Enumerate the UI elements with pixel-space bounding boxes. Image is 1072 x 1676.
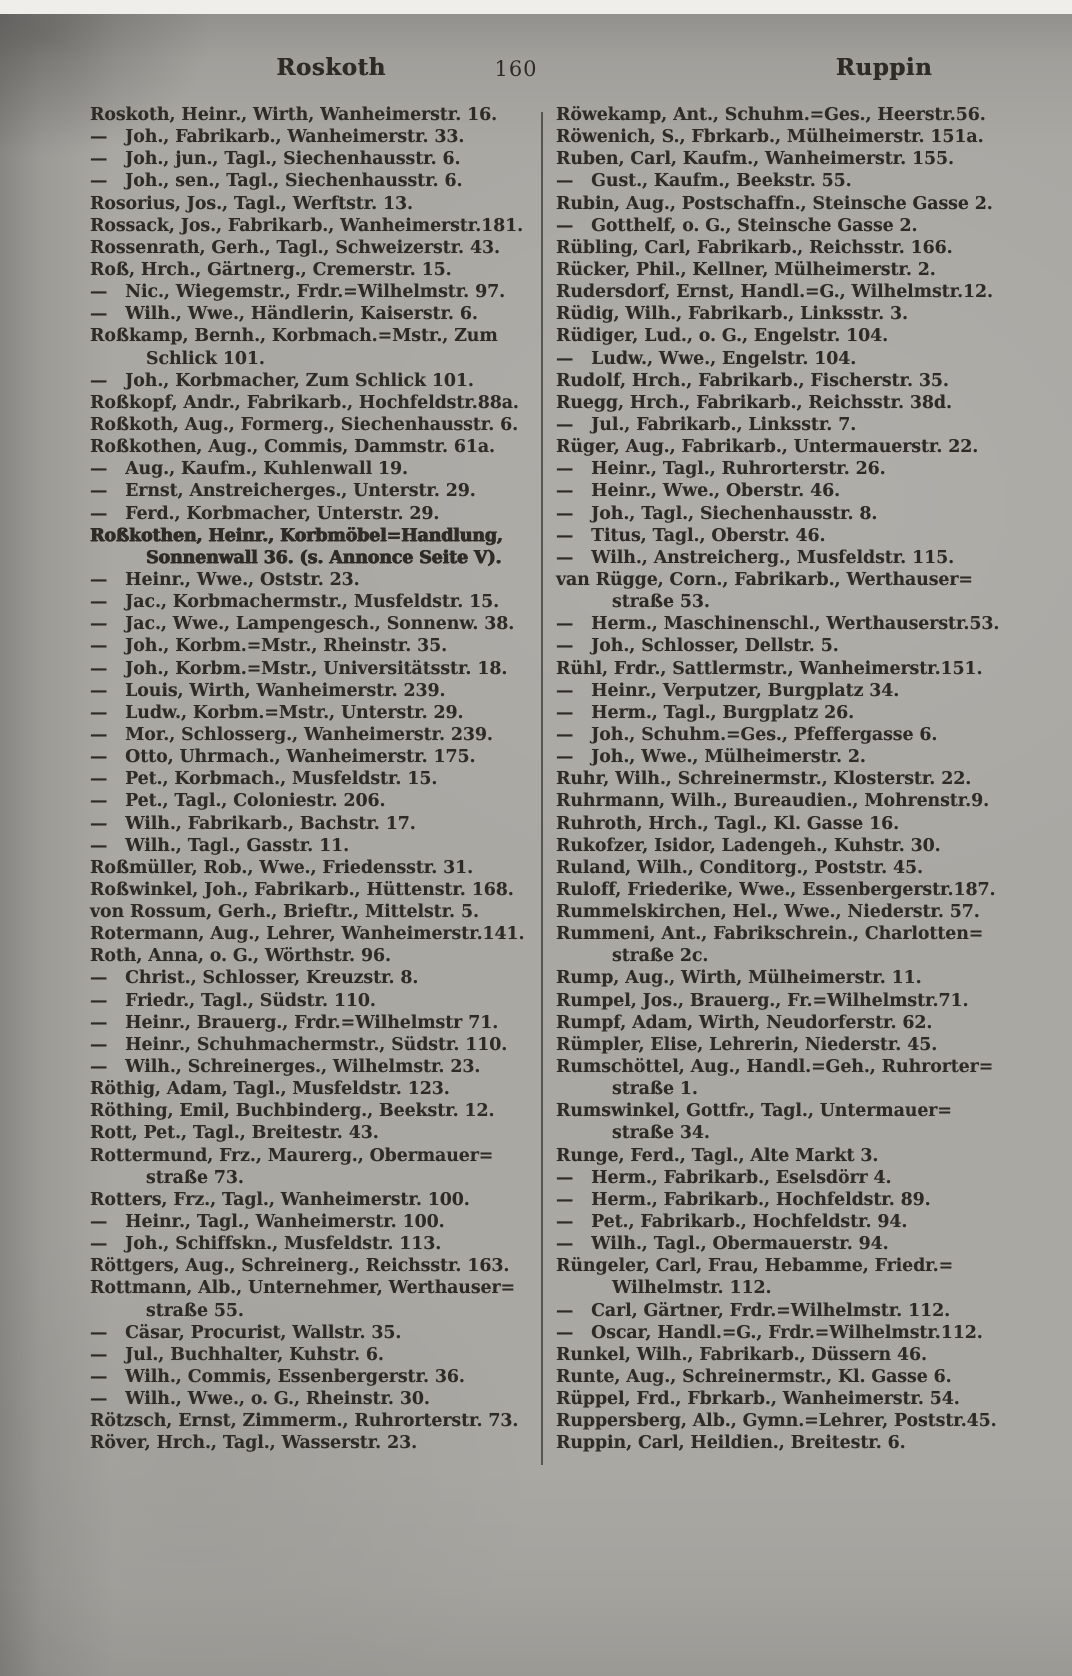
directory-entry: — Friedr., Tagl., Südstr. 110. — [90, 990, 376, 1011]
directory-entry: Rücker, Phil., Kellner, Mülheimerstr. 2. — [556, 259, 936, 280]
directory-entry: Rübling, Carl, Fabrikarb., Reichsstr. 166. — [556, 237, 953, 258]
column-divider — [541, 112, 543, 1465]
directory-entry: — Ferd., Korbmacher, Unterstr. 29. — [90, 503, 440, 524]
directory-entry-continuation: straße 55. — [146, 1300, 244, 1321]
directory-entry: — Wilh., Wwe., o. G., Rheinstr. 30. — [90, 1389, 430, 1410]
directory-entry: — Heinr., Schuhmachermstr., Südstr. 110. — [90, 1034, 508, 1055]
directory-entry: — Joh., Schlosser, Dellstr. 5. — [556, 636, 839, 657]
directory-entry: Rubin, Aug., Postschaffn., Steinsche Gasse 2. — [556, 193, 993, 214]
directory-entry: Rosorius, Jos., Tagl., Werftstr. 13. — [90, 193, 414, 214]
directory-entry: — Jul., Fabrikarb., Linksstr. 7. — [556, 414, 857, 435]
directory-entry: von Rossum, Gerh., Brieftr., Mittelstr. 5. — [90, 902, 479, 923]
directory-entry: — Gust., Kaufm., Beekstr. 55. — [556, 171, 852, 192]
directory-entry: — Ernst, Anstreicherges., Unterstr. 29. — [90, 481, 476, 502]
header-keyword-right: Ruppin — [835, 54, 933, 81]
directory-entry: Roßkamp, Bernh., Korbmach.=Mstr., Zum — [90, 326, 498, 347]
directory-entry: — Wilh., Fabrikarb., Bachstr. 17. — [90, 813, 416, 834]
directory-entry: — Ludw., Wwe., Engelstr. 104. — [556, 348, 857, 369]
directory-entry: Rotermann, Aug., Lehrer, Wanheimerstr.141. — [90, 924, 525, 945]
directory-entry: Ruhroth, Hrch., Tagl., Kl. Gasse 16. — [556, 813, 900, 834]
directory-entry: Ruppin, Carl, Heildien., Breitestr. 6. — [556, 1433, 906, 1454]
directory-entry: Röver, Hrch., Tagl., Wasserstr. 23. — [90, 1433, 418, 1454]
directory-entry: — Wilh., Wwe., Händlerin, Kaiserstr. 6. — [90, 304, 478, 325]
directory-entry: Roßkopf, Andr., Fabrikarb., Hochfeldstr.88a. — [90, 392, 519, 413]
directory-entry: Roß, Hrch., Gärtnerg., Cremerstr. 15. — [90, 259, 452, 280]
directory-entry: Rüger, Aug., Fabrikarb., Untermauerstr. 22. — [556, 437, 979, 458]
directory-entry: — Joh., Schiffskn., Musfeldstr. 113. — [90, 1234, 442, 1255]
directory-entry: — Wilh., Tagl., Gasstr. 11. — [90, 835, 350, 856]
directory-entry: Rüdiger, Lud., o. G., Engelstr. 104. — [556, 326, 889, 347]
directory-entry: Rummeni, Ant., Fabrikschrein., Charlotten= — [556, 924, 984, 945]
directory-entry: — Pet., Korbmach., Musfeldstr. 15. — [90, 769, 438, 790]
directory-entry: Rüngeler, Carl, Frau, Hebamme, Friedr.= — [556, 1256, 954, 1277]
directory-entry-continuation: straße 2c. — [612, 946, 709, 967]
directory-entry: Ruben, Carl, Kaufm., Wanheimerstr. 155. — [556, 149, 954, 170]
directory-entry: Röthig, Adam, Tagl., Musfeldstr. 123. — [90, 1079, 450, 1100]
directory-entry: Rühl, Frdr., Sattlermstr., Wanheimerstr.151. — [556, 658, 983, 679]
directory-entry: Rottermund, Frz., Maurerg., Obermauer= — [90, 1145, 494, 1166]
directory-entry: — Ludw., Korbm.=Mstr., Unterstr. 29. — [90, 702, 464, 723]
directory-entry: Rummelskirchen, Hel., Wwe., Niederstr. 57. — [556, 902, 980, 923]
directory-entry: Rumswinkel, Gottfr., Tagl., Untermauer= — [556, 1101, 952, 1122]
directory-entry: Rossenrath, Gerh., Tagl., Schweizerstr. 43. — [90, 237, 500, 258]
directory-entry: Röttgers, Aug., Schreinerg., Reichsstr. 163. — [90, 1256, 510, 1277]
directory-entry: — Otto, Uhrmach., Wanheimerstr. 175. — [90, 747, 476, 768]
directory-entry: Rotters, Frz., Tagl., Wanheimerstr. 100. — [90, 1189, 470, 1210]
directory-entry: Runkel, Wilh., Fabrikarb., Düssern 46. — [556, 1344, 927, 1365]
directory-entry: Roßmüller, Rob., Wwe., Friedensstr. 31. — [90, 857, 474, 878]
directory-entry: — Heinr., Tagl., Ruhrorterstr. 26. — [556, 459, 886, 480]
directory-entry: Rossack, Jos., Fabrikarb., Wanheimerstr.181. — [90, 215, 524, 236]
directory-column-left — [90, 104, 538, 1455]
directory-entry-continuation: straße 53. — [612, 592, 710, 613]
directory-entry: Rötzsch, Ernst, Zimmerm., Ruhrorterstr. 73. — [90, 1411, 519, 1432]
directory-entry: — Christ., Schlosser, Kreuzstr. 8. — [90, 968, 419, 989]
directory-entry: Röwekamp, Ant., Schuhm.=Ges., Heerstr.56. — [556, 105, 986, 125]
directory-entry: Runge, Ferd., Tagl., Alte Markt 3. — [556, 1145, 879, 1166]
directory-entry: — Wilh., Schreinerges., Wilhelmstr. 23. — [90, 1057, 481, 1078]
directory-entry: Rudersdorf, Ernst, Handl.=G., Wilhelmstr.12. — [556, 282, 993, 303]
directory-entry: — Aug., Kaufm., Kuhlenwall 19. — [90, 459, 408, 480]
directory-entry: Rukofzer, Isidor, Ladengeh., Kuhstr. 30. — [556, 835, 941, 856]
directory-entry: Roßkoth, Aug., Formerg., Siechenhausstr. 6. — [90, 414, 519, 435]
directory-entry: Ruegg, Hrch., Fabrikarb., Reichsstr. 38d. — [556, 392, 952, 413]
directory-entry: — Joh., jun., Tagl., Siechenhausstr. 6. — [90, 149, 461, 170]
directory-entry: Runte, Aug., Schreinermstr., Kl. Gasse 6. — [556, 1367, 952, 1388]
directory-entry-continuation: Schlick 101. — [146, 348, 265, 369]
directory-entry: — Herm., Fabrikarb., Hochfeldstr. 89. — [556, 1189, 931, 1210]
directory-entry-continuation: straße 1. — [612, 1079, 698, 1100]
directory-entry: Rudolf, Hrch., Fabrikarb., Fischerstr. 35. — [556, 370, 949, 391]
directory-entry: — Joh., Korbm.=Mstr., Rheinstr. 35. — [90, 636, 448, 657]
directory-entry: — Pet., Tagl., Coloniestr. 206. — [90, 791, 386, 812]
directory-entry: — Joh., Fabrikarb., Wanheimerstr. 33. — [90, 127, 465, 148]
directory-entry: Röwenich, S., Fbrkarb., Mülheimerstr. 151a. — [556, 127, 984, 148]
directory-entry: Rumpf, Adam, Wirth, Neudorferstr. 62. — [556, 1012, 933, 1033]
directory-entry: — Jac., Wwe., Lampengesch., Sonnenw. 38. — [90, 614, 515, 635]
directory-entry: — Joh., Schuhm.=Ges., Pfeffergasse 6. — [556, 724, 938, 745]
directory-entry: Rump, Aug., Wirth, Mülheimerstr. 11. — [556, 968, 922, 989]
directory-entry: Röthing, Emil, Buchbinderg., Beekstr. 12. — [90, 1101, 495, 1122]
directory-entry: — Mor., Schlosserg., Wanheimerstr. 239. — [90, 724, 493, 745]
directory-entry: — Wilh., Tagl., Obermauerstr. 94. — [556, 1234, 889, 1255]
directory-entry-continuation: straße 73. — [146, 1167, 244, 1188]
directory-entry: — Louis, Wirth, Wanheimerstr. 239. — [90, 680, 446, 701]
directory-entry: Ruppersberg, Alb., Gymn.=Lehrer, Poststr.45. — [556, 1411, 997, 1432]
directory-entry: — Joh., Korbmacher, Zum Schlick 101. — [90, 370, 474, 391]
header-keyword-left: Roskoth — [276, 54, 386, 81]
directory-entry: — Nic., Wiegemstr., Frdr.=Wilhelmstr. 97. — [90, 282, 506, 303]
directory-entry: Ruloff, Friederike, Wwe., Essenbergerstr.187. — [556, 879, 996, 900]
directory-entry: Roskoth, Heinr., Wirth, Wanheimerstr. 16. — [90, 105, 498, 125]
directory-entry: — Wilh., Anstreicherg., Musfeldstr. 115. — [556, 547, 955, 568]
directory-entry: — Gotthelf, o. G., Steinsche Gasse 2. — [556, 215, 918, 236]
directory-entry: — Joh., Tagl., Siechenhausstr. 8. — [556, 503, 878, 524]
directory-entry-continuation: straße 34. — [612, 1123, 710, 1144]
directory-entry: — Pet., Fabrikarb., Hochfeldstr. 94. — [556, 1212, 908, 1233]
directory-entry: — Joh., sen., Tagl., Siechenhausstr. 6. — [90, 171, 463, 192]
directory-entry: — Carl, Gärtner, Frdr.=Wilhelmstr. 112. — [556, 1300, 951, 1321]
directory-entry: — Heinr., Wwe., Oberstr. 46. — [556, 481, 841, 502]
directory-entry: Roßkothen, Heinr., Korbmöbel=Handlung, — [90, 525, 503, 546]
directory-entry: Rott, Pet., Tagl., Breitestr. 43. — [90, 1123, 379, 1144]
scan-edge-top — [0, 0, 1072, 14]
directory-entry: — Heinr., Brauerg., Frdr.=Wilhelmstr 71. — [90, 1012, 499, 1033]
directory-entry: — Herm., Fabrikarb., Eselsdörr 4. — [556, 1167, 892, 1188]
directory-entry: — Titus, Tagl., Oberstr. 46. — [556, 525, 826, 546]
directory-entry: Rottmann, Alb., Unternehmer, Werthauser= — [90, 1278, 516, 1299]
page-number: 160 — [494, 57, 538, 81]
directory-entry: van Rügge, Corn., Fabrikarb., Werthauser= — [556, 569, 973, 590]
directory-entry: — Heinr., Verputzer, Burgplatz 34. — [556, 680, 900, 701]
directory-entry: — Heinr., Wwe., Oststr. 23. — [90, 569, 360, 590]
directory-entry-continuation: Wilhelmstr. 112. — [612, 1278, 772, 1299]
directory-entry: Roth, Anna, o. G., Wörthstr. 96. — [90, 946, 391, 967]
directory-entry: Roßkothen, Aug., Commis, Dammstr. 61a. — [90, 437, 495, 458]
directory-entry: Rüdig, Wilh., Fabrikarb., Linksstr. 3. — [556, 304, 908, 325]
directory-entry: Rüppel, Frd., Fbrkarb., Wanheimerstr. 54. — [556, 1389, 960, 1410]
directory-entry: — Cäsar, Procurist, Wallstr. 35. — [90, 1322, 402, 1343]
directory-entry: — Wilh., Commis, Essenbergerstr. 36. — [90, 1367, 465, 1388]
directory-entry: Rumschöttel, Aug., Handl.=Geh., Ruhrorter= — [556, 1057, 994, 1078]
directory-entry: Roßwinkel, Joh., Fabrikarb., Hüttenstr. 168. — [90, 879, 514, 900]
directory-entry: — Jac., Korbmachermstr., Musfeldstr. 15. — [90, 592, 500, 613]
directory-entry: — Herm., Maschinenschl., Werthauserstr.53. — [556, 614, 1000, 635]
directory-entry-continuation: Sonnenwall 36. (s. Annonce Seite V). — [146, 547, 502, 568]
directory-entry: Rumpel, Jos., Brauerg., Fr.=Wilhelmstr.71. — [556, 990, 969, 1011]
directory-entry: — Joh., Wwe., Mülheimerstr. 2. — [556, 747, 866, 768]
directory-entry: — Heinr., Tagl., Wanheimerstr. 100. — [90, 1212, 445, 1233]
directory-column-right — [556, 104, 1010, 1455]
directory-entry: Ruhr, Wilh., Schreinermstr., Klosterstr. 22. — [556, 769, 972, 790]
directory-entry: — Jul., Buchhalter, Kuhstr. 6. — [90, 1344, 384, 1365]
directory-entry: Ruland, Wilh., Conditorg., Poststr. 45. — [556, 857, 923, 878]
directory-entry: — Herm., Tagl., Burgplatz 26. — [556, 702, 855, 723]
directory-entry: — Joh., Korbm.=Mstr., Universitätsstr. 18. — [90, 658, 508, 679]
directory-entry: Ruhrmann, Wilh., Bureaudien., Mohrenstr.9. — [556, 791, 990, 812]
directory-entry: — Oscar, Handl.=G., Frdr.=Wilhelmstr.112. — [556, 1322, 983, 1343]
directory-entry: Rümpler, Elise, Lehrerin, Niederstr. 45. — [556, 1034, 938, 1055]
